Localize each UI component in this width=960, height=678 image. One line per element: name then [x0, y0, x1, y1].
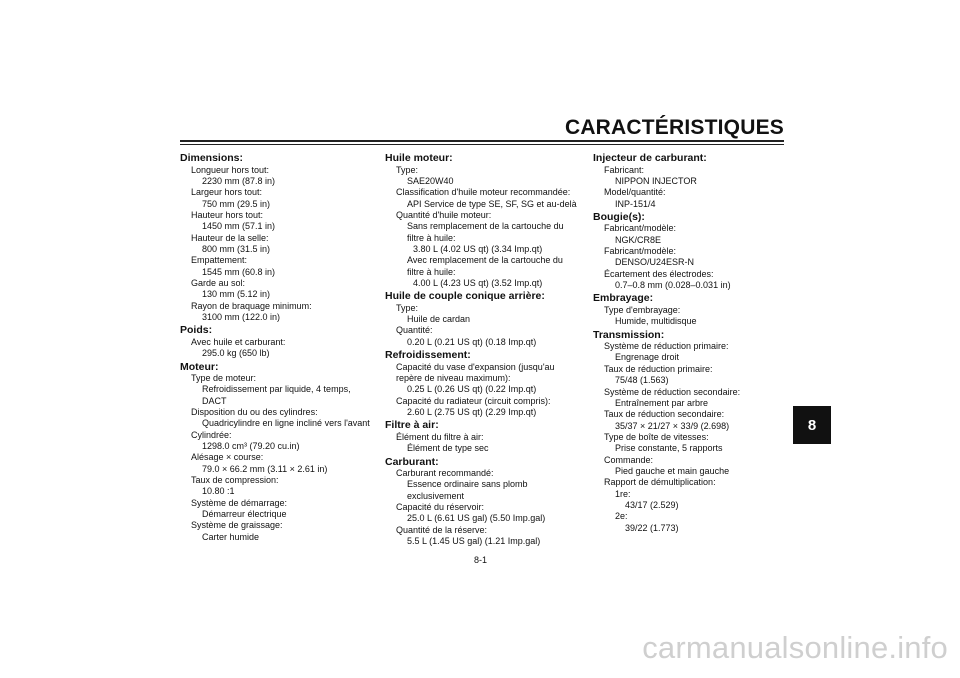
spec-line: Hauteur de la selle: — [191, 232, 269, 243]
section-heading: Injecteur de carburant: — [593, 152, 707, 164]
spec-line: Système de réduction primaire: — [604, 341, 729, 352]
spec-line: Largeur hors tout: — [191, 187, 263, 198]
spec-line: Rapport de démultiplication: — [604, 477, 716, 488]
spec-line: repère de niveau maximum): — [396, 373, 511, 383]
spec-line: Rayon de braquage minimum: — [191, 300, 312, 311]
section-heading: Carburant: — [385, 455, 439, 468]
spec-line: Taux de réduction primaire: — [604, 363, 713, 374]
spec-line: Pied gauche et main gauche — [615, 465, 730, 476]
spec-line: 25.0 L (6.61 US gal) (5.50 Imp.gal) — [407, 513, 546, 524]
spec-line: Commande: — [604, 454, 654, 465]
spec-column-1 — [180, 151, 375, 543]
page-title: CARACTÉRISTIQUES — [564, 116, 784, 139]
spec-line: 130 mm (5.12 in) — [202, 289, 271, 300]
spec-line: 2.60 L (2.75 US qt) (2.29 Imp.qt) — [407, 407, 537, 418]
spec-line: Fabricant/modèle: — [604, 246, 677, 257]
spec-line: Élément du filtre à air: — [396, 431, 484, 442]
spec-line: Capacité du vase d'expansion (jusqu'au — [396, 361, 555, 372]
spec-line: 295.0 kg (650 lb) — [202, 348, 270, 359]
spec-line: Avec remplacement de la cartouche du — [407, 255, 563, 266]
spec-line: Capacité du réservoir: — [396, 502, 485, 513]
watermark: carmanualsonline.info — [642, 630, 948, 665]
spec-line: Type d'embrayage: — [604, 304, 681, 315]
spec-line: 3.80 L (4.02 US qt) (3.34 Imp.qt) — [413, 243, 543, 254]
spec-line: exclusivement — [407, 490, 465, 501]
spec-line: Model/quantité: — [604, 187, 666, 198]
spec-line: Huile de cardan — [407, 314, 471, 325]
spec-line: DACT — [202, 395, 227, 406]
spec-line: 800 mm (31.5 in) — [202, 243, 271, 254]
spec-line: Fabricant: — [604, 164, 645, 175]
spec-line: Humide, multidisque — [615, 316, 697, 327]
spec-line: Cylindrée: — [191, 429, 232, 440]
spec-line: Carter humide — [202, 531, 260, 542]
section-heading: Huile de couple conique arrière: — [385, 290, 545, 303]
spec-line: Taux de compression: — [191, 475, 279, 486]
section-heading: Embrayage: — [593, 292, 654, 305]
spec-column-3 — [593, 151, 788, 534]
spec-line: 35/37 × 21/27 × 33/9 (2.698) — [615, 420, 730, 431]
spec-line: Longueur hors tout: — [191, 164, 270, 175]
spec-line: 0.7–0.8 mm (0.028–0.031 in) — [615, 280, 731, 291]
spec-line: Élément de type sec — [407, 443, 489, 454]
spec-line: Entraînement par arbre — [615, 397, 709, 408]
spec-line: Démarreur électrique — [202, 509, 287, 520]
spec-line: 4.00 L (4.23 US qt) (3.52 Imp.qt) — [413, 277, 543, 288]
spec-line: Classification d'huile moteur recommandée: — [396, 187, 571, 198]
spec-line: Type: — [396, 164, 419, 175]
spec-line: SAE20W40 — [407, 175, 454, 186]
spec-line: Système de réduction secondaire: — [604, 386, 741, 397]
section-heading: Transmission: — [593, 328, 665, 341]
spec-line: Quantité de la réserve: — [396, 524, 488, 535]
spec-line: 2230 mm (87.8 in) — [202, 175, 276, 186]
spec-line: Type: — [396, 302, 419, 313]
header-rule-thin — [180, 144, 784, 145]
spec-line: 2e: — [615, 511, 628, 522]
spec-line: 5.5 L (1.45 US gal) (1.21 Imp.gal) — [407, 536, 541, 547]
spec-line: 1450 mm (57.1 in) — [202, 221, 276, 232]
spec-line: Quantité d'huile moteur: — [396, 209, 492, 220]
spec-line: Prise constante, 5 rapports — [615, 443, 723, 454]
spec-line: Garde au sol: — [191, 277, 246, 288]
spec-line: 0.25 L (0.26 US qt) (0.22 Imp.qt) — [407, 384, 537, 395]
spec-line: Capacité du radiateur (circuit compris): — [396, 395, 551, 406]
section-heading: Bougie(s): — [593, 210, 645, 223]
header-rule — [180, 140, 784, 142]
spec-line: filtre à huile: — [407, 232, 456, 243]
spec-line: Type de boîte de vitesses: — [604, 431, 709, 442]
page-number: 8-1 — [474, 555, 488, 565]
spec-line: Disposition du ou des cylindres: — [191, 407, 318, 418]
spec-line: Avec huile et carburant: — [191, 336, 286, 347]
spec-line: Empattement: — [191, 255, 248, 266]
spec-line: 1298.0 cm³ (79.20 cu.in) — [202, 441, 300, 452]
spec-line: Système de démarrage: — [191, 497, 288, 508]
spec-line: INP-151/4 — [615, 198, 656, 209]
spec-line: Alésage × course: — [191, 452, 264, 463]
spec-line: Système de graissage: — [191, 520, 283, 531]
spec-line: Écartement des électrodes: — [604, 268, 714, 279]
spec-line: NIPPON INJECTOR — [615, 175, 697, 186]
spec-line: Sans remplacement de la cartouche du — [407, 221, 564, 232]
section-heading: Refroidissement: — [385, 349, 471, 362]
spec-line: Fabricant/modèle: — [604, 223, 677, 234]
spec-line: Engrenage droit — [615, 352, 680, 363]
spec-line: 10.80 :1 — [202, 486, 235, 497]
chapter-tab: 8 — [793, 406, 831, 444]
spec-line: Refroidissement par liquide, 4 temps, — [202, 384, 351, 395]
spec-line: 79.0 × 66.2 mm (3.11 × 2.61 in) — [202, 463, 328, 474]
spec-line: Quadricylindre en ligne incliné vers l'avant — [202, 418, 370, 429]
spec-line: filtre à huile: — [407, 266, 456, 277]
spec-line: 1re: — [615, 488, 631, 499]
section-heading: Moteur: — [180, 360, 219, 373]
spec-line: 1545 mm (60.8 in) — [202, 266, 276, 277]
spec-line: Carburant recommandé: — [396, 468, 494, 479]
spec-line: DENSO/U24ESR-N — [615, 257, 695, 268]
spec-line: Hauteur hors tout: — [191, 209, 264, 220]
spec-line: API Service de type SE, SF, SG et au-delà — [407, 198, 577, 209]
spec-line: Taux de réduction secondaire: — [604, 409, 725, 420]
spec-line: 39/22 (1.773) — [625, 522, 679, 533]
spec-line: 0.20 L (0.21 US qt) (0.18 Imp.qt) — [407, 336, 537, 347]
spec-line: NGK/CR8E — [615, 234, 662, 245]
section-heading: Filtre à air: — [385, 419, 439, 432]
spec-line: 75/48 (1.563) — [615, 375, 669, 386]
spec-column-2 — [385, 151, 585, 547]
section-heading: Huile moteur: — [385, 152, 453, 164]
section-heading: Dimensions: — [180, 152, 244, 164]
spec-line: 750 mm (29.5 in) — [202, 198, 271, 209]
spec-line: 3100 mm (122.0 in) — [202, 311, 281, 322]
spec-line: Essence ordinaire sans plomb — [407, 479, 528, 490]
spec-line: Type de moteur: — [191, 373, 257, 383]
section-heading: Poids: — [180, 324, 213, 337]
spec-line: Quantité: — [396, 325, 433, 336]
spec-line: 43/17 (2.529) — [625, 499, 679, 510]
